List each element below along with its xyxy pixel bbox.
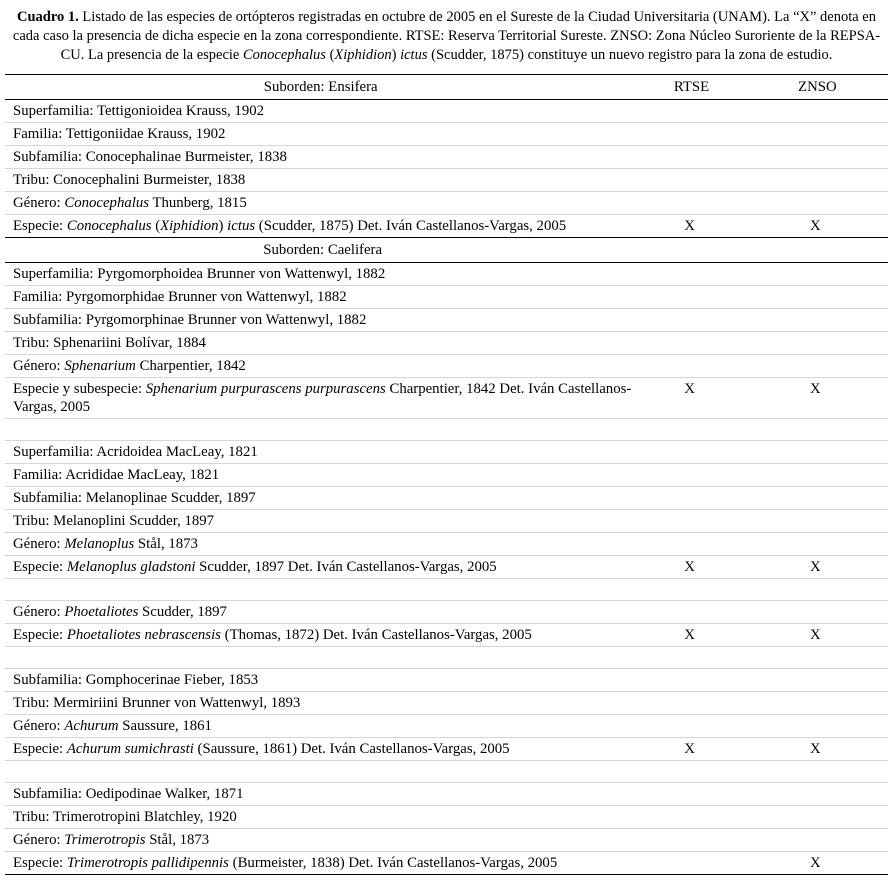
rtse-presence-mark: X [636,378,746,419]
text-segment: Género: [13,536,65,553]
text-segment: Subfamilia: Pyrgomorphinae Brunner von Wattenwyl, 1882 [13,312,367,329]
text-segment: Stål, 1873 [134,536,198,553]
znso-column-header: ZNSO [747,75,888,100]
text-segment: Especie: [13,741,67,758]
znso-presence-mark [747,238,888,263]
znso-presence-mark: X [747,738,888,761]
rtse-presence-mark: X [636,624,746,647]
taxon-label [5,510,636,533]
table-row [5,146,888,169]
species-presence-table [5,74,888,875]
text-segment: Especie: [13,559,67,576]
taxon-label [5,215,636,238]
taxon-label [5,829,636,852]
table-row [5,556,888,579]
text-segment: Cuadro 1. [16,9,79,25]
text-segment: Superfamilia: Acridoidea MacLeay, 1821 [13,444,258,461]
rtse-presence-mark [636,263,746,286]
taxon-label [5,286,636,309]
taxon-label [5,669,636,692]
taxon-label [5,146,636,169]
rtse-presence-mark: X [636,738,746,761]
table-caption [5,6,888,74]
text-segment: Especie y subespecie: [13,381,146,398]
text-segment: Melanoplus gladstoni [66,559,196,576]
taxon-label [5,123,636,146]
znso-presence-mark [747,100,888,123]
text-segment: Conocephalus [64,195,150,212]
rtse-presence-mark [636,100,746,123]
text-segment: (Burmeister, 1838) Det. Iván Castellanos-Vargas, 2005 [228,855,558,872]
taxon-label [5,169,636,192]
table-row [5,123,888,146]
table-row [5,510,888,533]
znso-presence-mark [747,647,888,669]
rtse-presence-mark: X [636,556,746,579]
text-segment: Tribu: Conocephalini Burmeister, 1838 [13,172,246,189]
text-segment: Listado de las especies de ortópteros registradas en octubre de 2005 en el Sureste de la Ciudad Universitaria (UNAM). La “X” denota en cada caso la presencia de dicha especie en la zona correspondiente. RTSE: Reserva Territorial Sureste. ZNSO: Zona Núcleo Suroriente de la REPSA-CU. La presencia de la especie [12,9,881,64]
taxon-label [5,692,636,715]
taxon-label [5,761,636,783]
taxon-label [5,263,636,286]
spacer-row [5,579,888,601]
taxon-label [5,601,636,624]
text-segment: ictus [227,218,256,235]
rtse-presence-mark [636,647,746,669]
taxon-label [5,715,636,738]
rtse-presence-mark [636,533,746,556]
text-segment: Superfamilia: Pyrgomorphoidea Brunner von Wattenwyl, 1882 [13,266,386,283]
text-segment: Thunberg, 1815 [149,195,247,212]
text-segment: Especie: [13,855,67,872]
taxon-label [5,647,636,669]
znso-presence-mark [747,761,888,783]
rtse-presence-mark [636,169,746,192]
znso-presence-mark [747,332,888,355]
rtse-presence-mark [636,309,746,332]
text-segment: Género: [13,358,65,375]
section-header-row [5,238,888,263]
znso-presence-mark [747,487,888,510]
table-row [5,192,888,215]
table-row [5,355,888,378]
text-segment: Scudder, 1897 Det. Iván Castellanos-Vargas, 2005 [195,559,497,576]
text-segment: Xiphidion [160,218,219,235]
taxon-label [5,533,636,556]
table-row [5,100,888,123]
text-segment: Conocephalus [242,47,326,64]
table-row [5,669,888,692]
text-segment: Familia: Acrididae MacLeay, 1821 [13,467,220,484]
text-segment: Xiphidion [334,47,392,64]
text-segment: ( [325,47,335,64]
rtse-column-header: RTSE [636,75,746,100]
taxon-label [5,309,636,332]
text-segment: Saussure, 1861 [118,718,212,735]
znso-presence-mark [747,669,888,692]
znso-presence-mark: X [747,624,888,647]
table-row [5,852,888,875]
text-segment: Sphenarium [64,358,136,375]
znso-presence-mark [747,715,888,738]
text-segment: Familia: Tettigoniidae Krauss, 1902 [13,126,226,143]
text-segment: (Saussure, 1861) Det. Iván Castellanos-Vargas, 2005 [193,741,510,758]
text-segment: Subfamilia: Oedipodinae Walker, 1871 [13,786,244,803]
znso-presence-mark [747,579,888,601]
rtse-presence-mark [636,852,746,875]
text-segment: Tribu: Mermiriini Brunner von Wattenwyl, 1893 [13,695,301,712]
rtse-presence-mark [636,669,746,692]
rtse-presence-mark [636,761,746,783]
rtse-presence-mark [636,715,746,738]
znso-presence-mark [747,263,888,286]
znso-presence-mark [747,355,888,378]
znso-presence-mark: X [747,215,888,238]
taxon-label [5,419,636,441]
text-segment: ictus [400,47,428,64]
rtse-presence-mark: X [636,215,746,238]
znso-presence-mark [747,286,888,309]
rtse-presence-mark [636,510,746,533]
znso-presence-mark [747,783,888,806]
table-row [5,309,888,332]
znso-presence-mark [747,806,888,829]
table-row [5,601,888,624]
text-segment: Género: [13,832,65,849]
spacer-row [5,419,888,441]
rtse-presence-mark [636,806,746,829]
table-row [5,441,888,464]
rtse-presence-mark [636,419,746,441]
suborder-ensifera-header: Suborden: Ensifera [5,75,636,100]
taxon-label [5,624,636,647]
rtse-presence-mark [636,355,746,378]
taxon-label [5,332,636,355]
znso-presence-mark [747,419,888,441]
spacer-row [5,761,888,783]
table-row [5,738,888,761]
znso-presence-mark: X [747,556,888,579]
znso-presence-mark [747,601,888,624]
rtse-presence-mark [636,579,746,601]
taxon-label [5,100,636,123]
table-body [5,100,888,875]
text-segment: (Scudder, 1875) Det. Iván Castellanos-Vargas, 2005 [255,218,567,235]
table-row [5,286,888,309]
rtse-presence-mark [636,464,746,487]
text-segment: Phoetaliotes nebrascensis [66,627,221,644]
rtse-presence-mark [636,146,746,169]
znso-presence-mark [747,123,888,146]
taxon-label [5,738,636,761]
table-row [5,533,888,556]
text-segment: Familia: Pyrgomorphidae Brunner von Wattenwyl, 1882 [13,289,347,306]
rtse-presence-mark [636,487,746,510]
text-segment: Subfamilia: Melanoplinae Scudder, 1897 [13,490,256,507]
text-segment: Stål, 1873 [145,832,210,849]
taxon-label [5,378,636,419]
text-segment: Género: [13,718,65,735]
text-segment: Género: [13,195,65,212]
taxon-label [5,441,636,464]
znso-presence-mark [747,441,888,464]
table-row [5,692,888,715]
table-row [5,829,888,852]
table-row [5,624,888,647]
text-segment: Subfamilia: Conocephalinae Burmeister, 1838 [13,149,287,166]
text-segment: Trimerotropis [64,832,146,849]
taxon-label [5,579,636,601]
suborder-caelifera-header: Suborden: Caelifera [5,238,636,263]
rtse-presence-mark [636,123,746,146]
rtse-presence-mark [636,286,746,309]
text-segment: (Scudder, 1875) constituye un nuevo registro para la zona de estudio. [427,47,833,64]
rtse-presence-mark [636,692,746,715]
znso-presence-mark [747,464,888,487]
znso-presence-mark [747,533,888,556]
rtse-presence-mark [636,441,746,464]
text-segment: Tribu: Melanoplini Scudder, 1897 [13,513,215,530]
znso-presence-mark: X [747,852,888,875]
text-segment: Trimerotropis pallidipennis [66,855,229,872]
table-row [5,332,888,355]
taxon-label [5,806,636,829]
rtse-presence-mark [636,238,746,263]
table-row [5,378,888,419]
table-row [5,169,888,192]
table-header-row [5,75,888,100]
text-segment: Subfamilia: Gomphocerinae Fieber, 1853 [13,672,259,689]
text-segment: Scudder, 1897 [138,604,227,621]
text-segment: Achurum sumichrasti [66,741,194,758]
text-segment: Especie: [13,627,67,644]
taxon-label [5,783,636,806]
text-segment: Género: [13,604,65,621]
taxon-label [5,487,636,510]
text-segment: Charpentier, 1842 Det. Iván Castellanos-Vargas, 2005 [13,381,632,416]
taxon-label [5,464,636,487]
taxon-label [5,355,636,378]
rtse-presence-mark [636,192,746,215]
table-row [5,263,888,286]
znso-presence-mark [747,829,888,852]
text-segment: Charpentier, 1842 [135,358,246,375]
znso-presence-mark [747,169,888,192]
text-segment: (Thomas, 1872) Det. Iván Castellanos-Vargas, 2005 [220,627,532,644]
table-row [5,464,888,487]
table-row [5,806,888,829]
text-segment: ) [391,47,401,64]
znso-presence-mark [747,192,888,215]
rtse-presence-mark [636,601,746,624]
text-segment: Especie: [13,218,67,235]
text-segment: Superfamilia: Tettigonioidea Krauss, 1902 [13,103,265,120]
table-row [5,783,888,806]
taxon-label [5,556,636,579]
znso-presence-mark [747,692,888,715]
text-segment: Achurum [64,718,119,735]
text-segment: Phoetaliotes [64,604,139,621]
text-segment: Melanoplus [64,536,135,553]
table-row [5,715,888,738]
znso-presence-mark [747,309,888,332]
table-row [5,215,888,238]
spacer-row [5,647,888,669]
text-segment: Tribu: Sphenariini Bolívar, 1884 [13,335,206,352]
znso-presence-mark [747,510,888,533]
taxon-label [5,192,636,215]
znso-presence-mark [747,146,888,169]
taxon-label [5,852,636,875]
text-segment: ) [218,218,228,235]
text-segment: ( [151,218,161,235]
rtse-presence-mark [636,829,746,852]
znso-presence-mark: X [747,378,888,419]
table-row [5,487,888,510]
rtse-presence-mark [636,332,746,355]
text-segment: Tribu: Trimerotropini Blatchley, 1920 [13,809,237,826]
text-segment: Sphenarium purpurascens purpurascens [145,381,386,398]
text-segment: Conocephalus [66,218,152,235]
rtse-presence-mark [636,783,746,806]
